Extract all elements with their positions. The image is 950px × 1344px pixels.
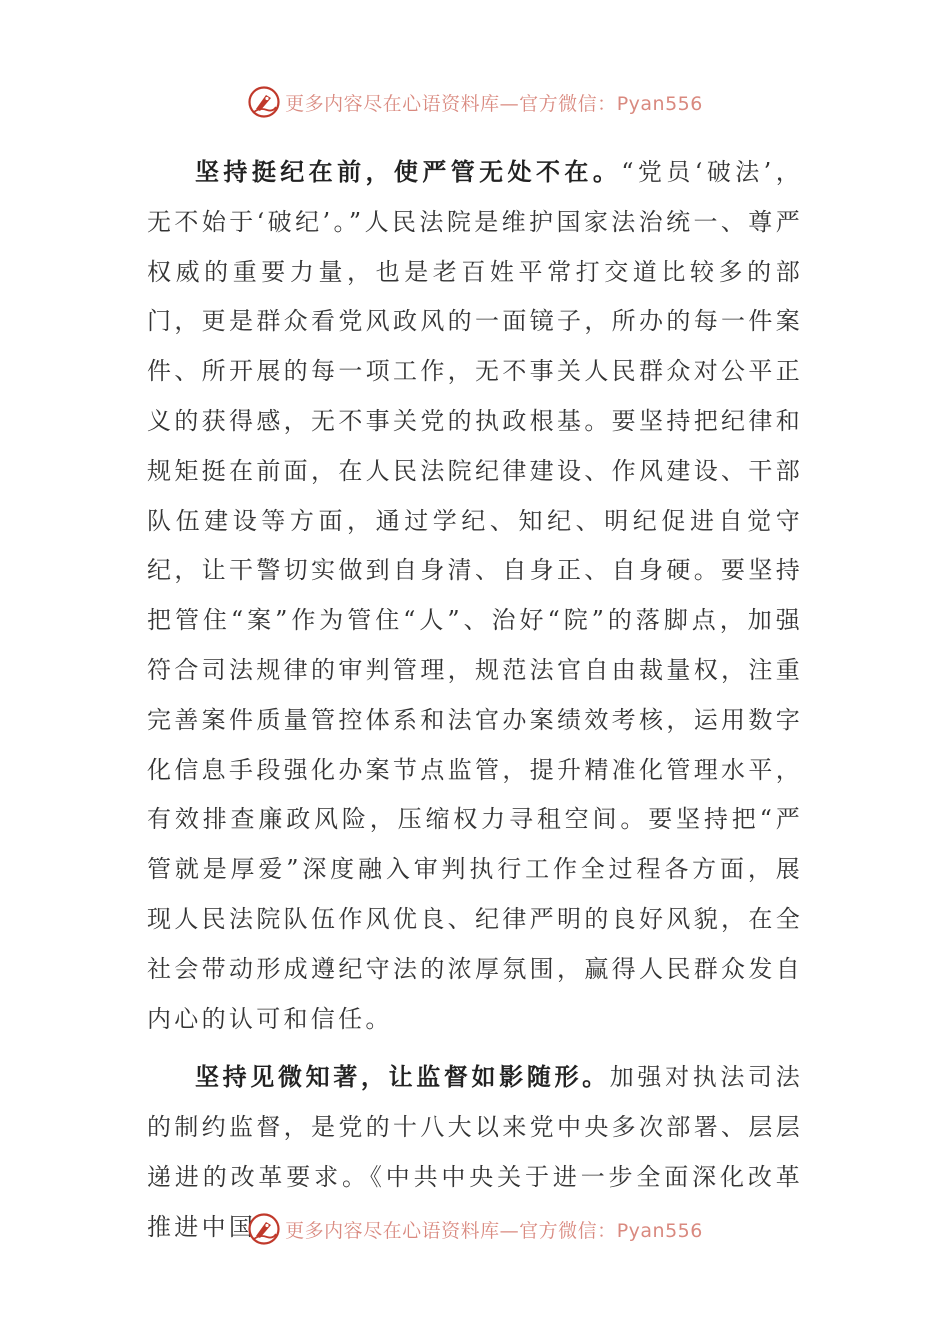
paragraph-lead: 坚持挺纪在前，使严管无处不在。 <box>195 157 622 186</box>
banner-text: 更多内容尽在心语资料库—官方微信：Pyan556 <box>285 92 703 115</box>
paragraph-body: “党员‘破法’，无不始于‘破纪’。”人民法院是维护国家法治统一、尊严权威的重要力量，也是老百姓平常打交道比较多的部门，更是群众看党风政风的一面镜子，所办的每一件案件、所开展的每一项工作，无不事关人民群众对公平正义的获得感，无不事关党的执政根基。要坚持把纪律和规矩挺在前面，在人民法院纪律建设、作风建设、干部队伍建设等方面，通过学纪、知纪、明纪促进自觉守纪，让干警切实做到自身清、自身正、自身硬。要坚持把管住“案”作为管住“人”、治好“院”的落脚点，加强符合司法规律的审判管理，规范法官自由裁量权，注重完善案件质量管控体系和法官办案绩效考核，运用数字化信息手段强化办案节点监管，提升精准化管理水平，有效排查廉政风险，压缩权力寻租空间。要坚持把“严管就是厚爱”深度融入审判执行工作全过程各方面，展现人民法院队伍作风优良、纪律严明的良好风貌，在全社会带动形成遵纪守法的浓厚氛围，赢得人民群众发自内心的认可和信任。 <box>147 158 803 1033</box>
document-body <box>147 147 803 1253</box>
banner-text: 更多内容尽在心语资料库—官方微信：Pyan556 <box>285 1219 703 1242</box>
pen-nib-logo-icon <box>247 1212 281 1246</box>
paragraph-body: 加强对执法司法的制约监督，是党的十八大以来党中央多次部署、层层递进的改革要求。《中共中央关于进一步全面深化改革推进中国 <box>147 1063 803 1241</box>
footer-banner <box>0 1209 950 1249</box>
paragraph <box>147 147 803 1044</box>
paragraph-lead: 坚持见微知著，让监督如影随形。 <box>195 1062 610 1092</box>
pen-nib-logo-icon <box>247 85 281 119</box>
header-banner <box>0 82 950 122</box>
